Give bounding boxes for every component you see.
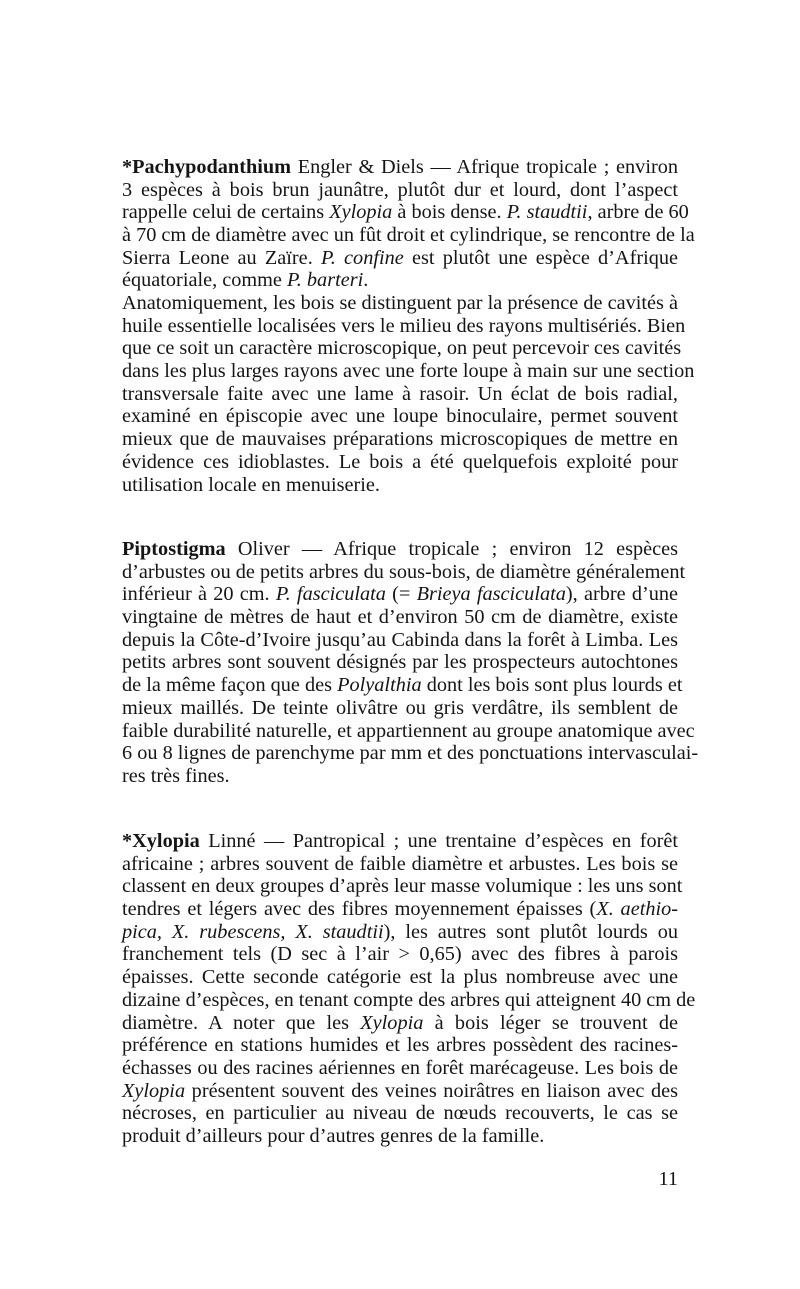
xylopia-entry bbox=[122, 830, 696, 1148]
text-segment: à bois léger se trouvent de bbox=[423, 1011, 678, 1034]
text-segment: faible durabilité naturelle, et appartiennent au groupe anatomique avec bbox=[122, 719, 695, 742]
text-line bbox=[122, 201, 689, 224]
text-segment: ), les autres sont plutôt lourds ou bbox=[383, 920, 679, 943]
genus-heading: Piptostigma bbox=[122, 538, 226, 560]
text-segment: mieux que de mauvaises préparations microscopiques de mettre en bbox=[122, 428, 678, 451]
text-line bbox=[122, 1012, 678, 1035]
text-segment: préférence en stations humides et les arbres possèdent des racines- bbox=[122, 1034, 678, 1057]
text-line bbox=[122, 765, 678, 788]
page-number: 11 bbox=[658, 1168, 678, 1190]
text-segment: à bois dense. bbox=[392, 201, 507, 224]
text-line bbox=[122, 674, 683, 697]
text-segment: utilisation locale en menuiserie. bbox=[122, 473, 380, 496]
text-line bbox=[122, 988, 696, 1012]
text-line bbox=[122, 314, 686, 338]
text-segment: diamètre. A noter que les bbox=[122, 1011, 361, 1034]
text-line bbox=[122, 337, 682, 360]
text-line bbox=[122, 742, 699, 765]
anatomy-paragraph bbox=[122, 292, 695, 496]
text-line bbox=[122, 360, 695, 383]
text-segment: que ce soit un caractère microscopique, on peut percevoir ces cavités bbox=[122, 337, 682, 360]
text-line bbox=[122, 1102, 678, 1125]
text-line bbox=[122, 292, 678, 315]
text-line bbox=[122, 921, 678, 944]
text-segment: évidence ces idioblastes. Le bois a été quelquefois exploité pour bbox=[122, 450, 678, 473]
text-line bbox=[122, 179, 678, 202]
text-segment: Engler & Diels — Afrique tropicale ; environ bbox=[291, 156, 678, 178]
text-line bbox=[122, 451, 678, 474]
text-line bbox=[122, 583, 678, 606]
text-line bbox=[122, 247, 678, 270]
text-line bbox=[122, 224, 695, 247]
text-segment: 6 ou 8 lignes de parenchyme par mm et des ponctuations intervasculai- bbox=[122, 742, 699, 765]
text-segment: Sierra Leone au Zaïre. bbox=[122, 246, 321, 269]
text-segment: produit d’ailleurs pour d’autres genres de la famille. bbox=[122, 1124, 545, 1147]
text-segment: de la même façon que des bbox=[122, 674, 338, 697]
text-line bbox=[122, 383, 678, 406]
taxon-name: P. barteri bbox=[287, 269, 364, 292]
text-line bbox=[122, 651, 678, 674]
text-line bbox=[122, 156, 678, 179]
text-line bbox=[122, 943, 678, 966]
text-segment: Oliver — Afrique tropicale ; environ 12 espèces bbox=[225, 538, 678, 560]
text-segment: dizaine d’espèces, en tenant compte des arbres qui atteignent 40 cm de bbox=[122, 988, 696, 1011]
text-segment: ), arbre d’une bbox=[565, 583, 678, 606]
text-segment: africaine ; arbres souvent de faible diamètre et arbustes. Les bois se bbox=[122, 852, 678, 875]
taxon-name: Xylopia bbox=[329, 201, 393, 224]
text-segment: tendres et légers avec des fibres moyennement épaisses ( bbox=[122, 898, 597, 921]
text-line bbox=[122, 1034, 678, 1057]
text-segment: équatoriale, comme bbox=[122, 269, 287, 292]
taxon-name: Xylopia bbox=[122, 1079, 186, 1102]
text-line bbox=[122, 697, 678, 720]
taxon-name: P. confine bbox=[320, 246, 404, 269]
text-segment: d’arbustes ou de petits arbres du sous-bois, de diamètre généralement bbox=[122, 560, 686, 583]
text-line bbox=[122, 474, 678, 497]
text-line bbox=[122, 428, 678, 451]
text-line bbox=[122, 1125, 678, 1148]
text-line bbox=[122, 629, 678, 652]
text-segment: transversale faite avec une lame à rasoir. Un éclat de bois radial, bbox=[122, 382, 678, 405]
text-segment: épaisses. Cette seconde catégorie est la plus nombreuse avec une bbox=[122, 966, 678, 989]
text-segment: rappelle celui de certains bbox=[122, 201, 330, 224]
text-segment: à 70 cm de diamètre avec un fût droit et cylindrique, se rencontre de la bbox=[122, 224, 695, 247]
piptostigma-entry bbox=[122, 538, 699, 788]
text-segment: 3 espèces à bois brun jaunâtre, plutôt dur et lourd, dont l’aspect bbox=[122, 178, 678, 201]
text-segment: dont les bois sont plus lourds et bbox=[421, 674, 683, 697]
text-segment: huile essentielle localisées vers le milieu des rayons multisériés. Bien bbox=[122, 314, 686, 337]
text-segment: examiné en épiscopie avec une loupe binoculaire, permet souvent bbox=[122, 405, 678, 428]
text-line bbox=[122, 405, 678, 428]
text-segment: vingtaine de mètres de haut et d’environ 50 cm de diamètre, existe bbox=[122, 606, 678, 629]
text-segment: est plutôt une espèce d’Afrique bbox=[403, 246, 679, 269]
text-line bbox=[122, 1057, 678, 1080]
genus-heading: *Pachypodanthium bbox=[122, 156, 292, 178]
text-segment: dans les plus larges rayons avec une forte loupe à main sur une section bbox=[122, 360, 695, 383]
text-segment: Linné — Pantropical ; une trentaine d’espèces en forêt bbox=[199, 830, 678, 852]
text-line bbox=[122, 1080, 678, 1103]
text-segment: nécroses, en particulier au niveau de nœuds recouverts, le cas se bbox=[122, 1102, 678, 1125]
text-line bbox=[122, 269, 678, 292]
text-segment: classent en deux groupes d’après leur masse volumique : les uns sont bbox=[122, 875, 683, 898]
taxon-name: X. aethio- bbox=[596, 898, 678, 921]
text-segment: petits arbres sont souvent désignés par les prospecteurs autochtones bbox=[122, 651, 678, 674]
text-segment: présentent souvent des veines noirâtres en liaison avec des bbox=[185, 1079, 678, 1102]
text-segment: , arbre de 60 bbox=[587, 201, 689, 224]
text-segment: mieux maillés. De teinte olivâtre ou gris verdâtre, ils semblent de bbox=[122, 696, 678, 719]
text-segment: res très fines. bbox=[122, 764, 230, 787]
text-line bbox=[122, 560, 686, 584]
taxon-name: Brieya fasciculata bbox=[416, 583, 566, 606]
genus-heading: *Xylopia bbox=[122, 830, 200, 852]
text-line bbox=[122, 898, 678, 921]
taxon-name: P. fasciculata bbox=[275, 583, 386, 606]
text-segment: . bbox=[363, 269, 369, 292]
taxon-name: pica, X. rubescens, X. staudtii bbox=[122, 920, 384, 943]
taxon-name: Polyalthia bbox=[337, 674, 422, 697]
text-line bbox=[122, 875, 683, 898]
text-line bbox=[122, 719, 695, 743]
pachypodanthium-entry bbox=[122, 156, 695, 292]
text-segment: échasses ou des racines aériennes en forêt marécageuse. Les bois de bbox=[122, 1056, 678, 1079]
text-line bbox=[122, 853, 678, 876]
text-segment: (= bbox=[385, 583, 417, 606]
taxon-name: Xylopia bbox=[360, 1011, 424, 1034]
text-segment: franchement tels (D sec à l’air > 0,65) avec des fibres à parois bbox=[122, 943, 678, 966]
text-line bbox=[122, 606, 678, 629]
text-line bbox=[122, 966, 678, 989]
text-segment: inférieur à 20 cm. bbox=[122, 583, 276, 606]
text-segment: depuis la Côte-d’Ivoire jusqu’au Cabinda dans la forêt à Limba. Les bbox=[122, 628, 678, 651]
text-line bbox=[122, 830, 678, 853]
taxon-name: P. staudtii bbox=[506, 201, 588, 224]
text-line bbox=[122, 538, 678, 561]
text-segment: Anatomiquement, les bois se distinguent par la présence de cavités à bbox=[122, 292, 678, 314]
